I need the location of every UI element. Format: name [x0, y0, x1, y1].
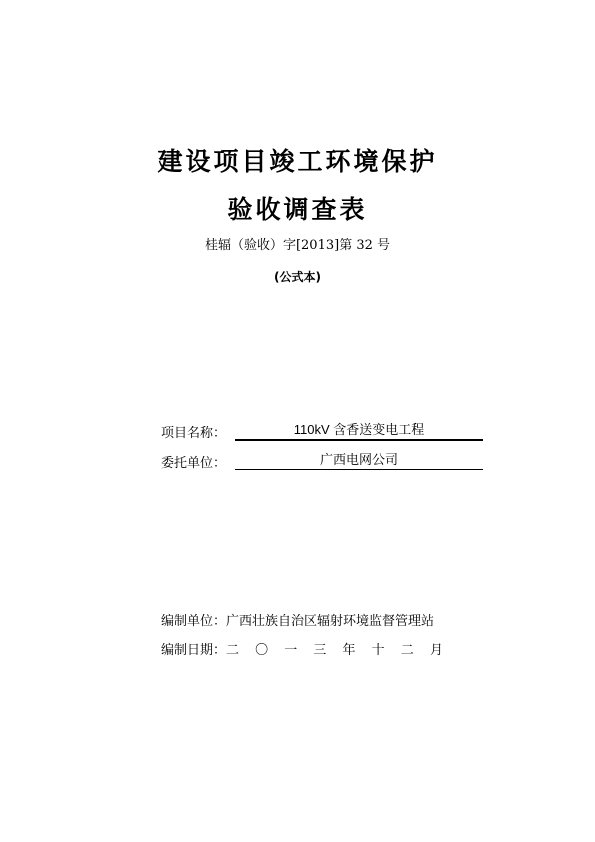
compile-date-value: 二 〇 一 三 年 十 二 月: [226, 643, 449, 658]
compiler-value: 广西壮族自治区辐射环境监督管理站: [226, 614, 435, 629]
title-line-1: 建设项目竣工环境保护: [157, 147, 438, 176]
compile-date-label: 编制日期：: [161, 643, 227, 658]
compiler-row: [161, 610, 434, 629]
edition-label: (公式本): [274, 270, 321, 284]
compiler-label: 编制单位：: [161, 614, 227, 629]
title-line-2: 验收调查表: [227, 195, 368, 224]
project-name-value: 110kV 含香送变电工程: [235, 422, 483, 441]
document-number: 桂辐（验收）字[2013]第 32 号: [204, 238, 391, 253]
client-unit-label: 委托单位：: [161, 456, 227, 471]
client-unit-value: 广西电网公司: [235, 452, 483, 470]
compile-date-row: [161, 639, 449, 658]
project-name-label: 项目名称：: [161, 426, 227, 441]
